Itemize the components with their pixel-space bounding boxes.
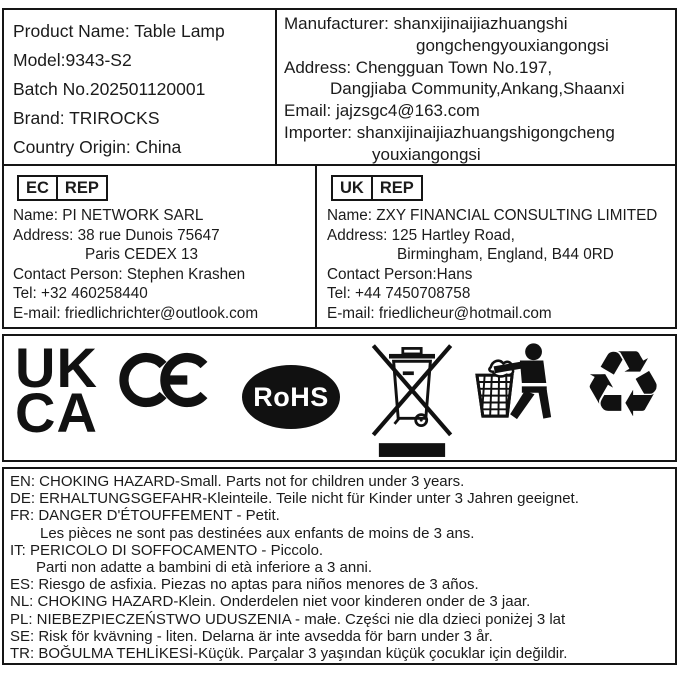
manufacturer-email-line: Email: jajzsgc4@163.com	[284, 101, 480, 121]
product-name-line: Product Name: Table Lamp	[13, 21, 225, 41]
uk-rep-address-line: Address: 125 Hartley Road,	[327, 226, 515, 244]
warning-se: SE: Risk för kvävning - liten. Delarna är inte avsedda för barn under 3 år.	[10, 627, 493, 645]
ec-rep-badge-right: REP	[64, 179, 99, 197]
tidyman-icon	[471, 342, 561, 427]
uk-rep-section	[317, 166, 675, 327]
warning-nl: NL: CHOKING HAZARD-Klein. Onderdelen niet voor kinderen onder de 3 jaar.	[10, 593, 531, 611]
rohs-label: RoHS	[253, 381, 329, 412]
manufacturer-line-cont: gongchengyouxiangongsi	[416, 35, 609, 55]
uk-rep-name-line: Name: ZXY FINANCIAL CONSULTING LIMITED	[327, 207, 658, 224]
uk-rep-tel-line: Tel: +44 7450708758	[327, 285, 471, 303]
warning-tr: TR: BOĞULMA TEHLİKESİ-Küçük. Parçalar 3 yaşından küçük çocuklar için değildir.	[10, 645, 568, 663]
uk-rep-address-cont: Birmingham, England, B44 0RD	[397, 246, 614, 264]
manufacturer-address-cont: Dangjiaba Community,Ankang,Shaanxi	[330, 79, 625, 99]
ec-rep-contact-line: Contact Person: Stephen Krashen	[13, 265, 246, 283]
ec-rep-badge-left: EC	[19, 177, 58, 199]
rohs-mark-icon	[242, 365, 340, 429]
ec-rep-section	[4, 166, 317, 327]
ec-rep-address-line: Address: 38 rue Dunois 75647	[13, 226, 220, 244]
ec-rep-email-line: E-mail: friedlichrichter@outlook.com	[13, 304, 259, 322]
country-origin-line: Country Origin: China	[13, 137, 182, 157]
uk-rep-badge-left: UK	[333, 177, 373, 199]
ukca-top-text: UK	[15, 336, 98, 399]
warning-en: EN: CHOKING HAZARD-Small. Parts not for children under 3 years.	[10, 473, 465, 490]
warning-fr-cont: Les pièces ne sont pas destinées aux enfants de moins de 3 ans.	[40, 524, 475, 542]
model-line: Model:9343-S2	[13, 50, 132, 70]
ukca-mark-icon	[15, 336, 98, 444]
ukca-bottom-text: CA	[15, 381, 98, 444]
importer-line-cont: youxiangongsi	[372, 144, 481, 164]
safety-warnings-box	[2, 467, 677, 665]
ec-rep-address-cont: Paris CEDEX 13	[85, 246, 199, 264]
product-and-manufacturer-row	[4, 10, 675, 166]
ec-rep-tel-line: Tel: +32 460258440	[13, 285, 148, 303]
warning-de: DE: ERHALTUNGSGEFAHR-Kleinteile. Teile nicht für Kinder unter 3 Jahren geeignet.	[10, 490, 579, 508]
brand-line: Brand: TRIROCKS	[13, 108, 160, 128]
uk-rep-badge	[331, 175, 423, 201]
ec-rep-badge	[17, 175, 108, 201]
warning-fr: FR: DANGER D'ÉTOUFFEMENT - Petit.	[10, 507, 280, 525]
recycling-symbol-icon	[582, 335, 664, 435]
ec-rep-name-line: Name: PI NETWORK SARL	[13, 207, 204, 224]
manufacturer-line: Manufacturer: shanxijinaijiazhuangshi	[284, 14, 568, 33]
uk-rep-badge-right: REP	[379, 179, 414, 197]
warning-it: IT: PERICOLO DI SOFFOCAMENTO - Piccolo.	[10, 541, 324, 559]
uk-rep-contact-line: Contact Person:Hans	[327, 265, 473, 283]
importer-line: Importer: shanxijinaijiazhuangshigongcheng	[284, 122, 615, 142]
uk-rep-email-line: E-mail: friedlicheur@hotmail.com	[327, 304, 552, 322]
warning-pl: PL: NIEBEZPIECZEŃSTWO UDUSZENIA - małe. Części nie dla dzieci poniżej 3 lat	[10, 610, 566, 628]
manufacturer-address-line: Address: Chengguan Town No.197,	[284, 57, 553, 77]
manufacturer-info-box	[277, 10, 675, 164]
representatives-row	[4, 166, 675, 327]
compliance-marks-row	[2, 334, 677, 462]
label-top-section	[2, 8, 677, 329]
warning-es: ES: Riesgo de asfixia. Piezas no aptas para niños menores de 3 años.	[10, 576, 479, 594]
warning-it-cont: Parti non adatte a bambini di età inferiore a 3 anni.	[36, 559, 373, 577]
batch-no-line: Batch No.202501120001	[13, 79, 206, 99]
weee-crossed-bin-icon	[366, 340, 458, 463]
recycle-glyph: ♻	[582, 334, 665, 436]
ce-mark-icon	[118, 348, 217, 417]
product-info-box	[4, 10, 277, 164]
